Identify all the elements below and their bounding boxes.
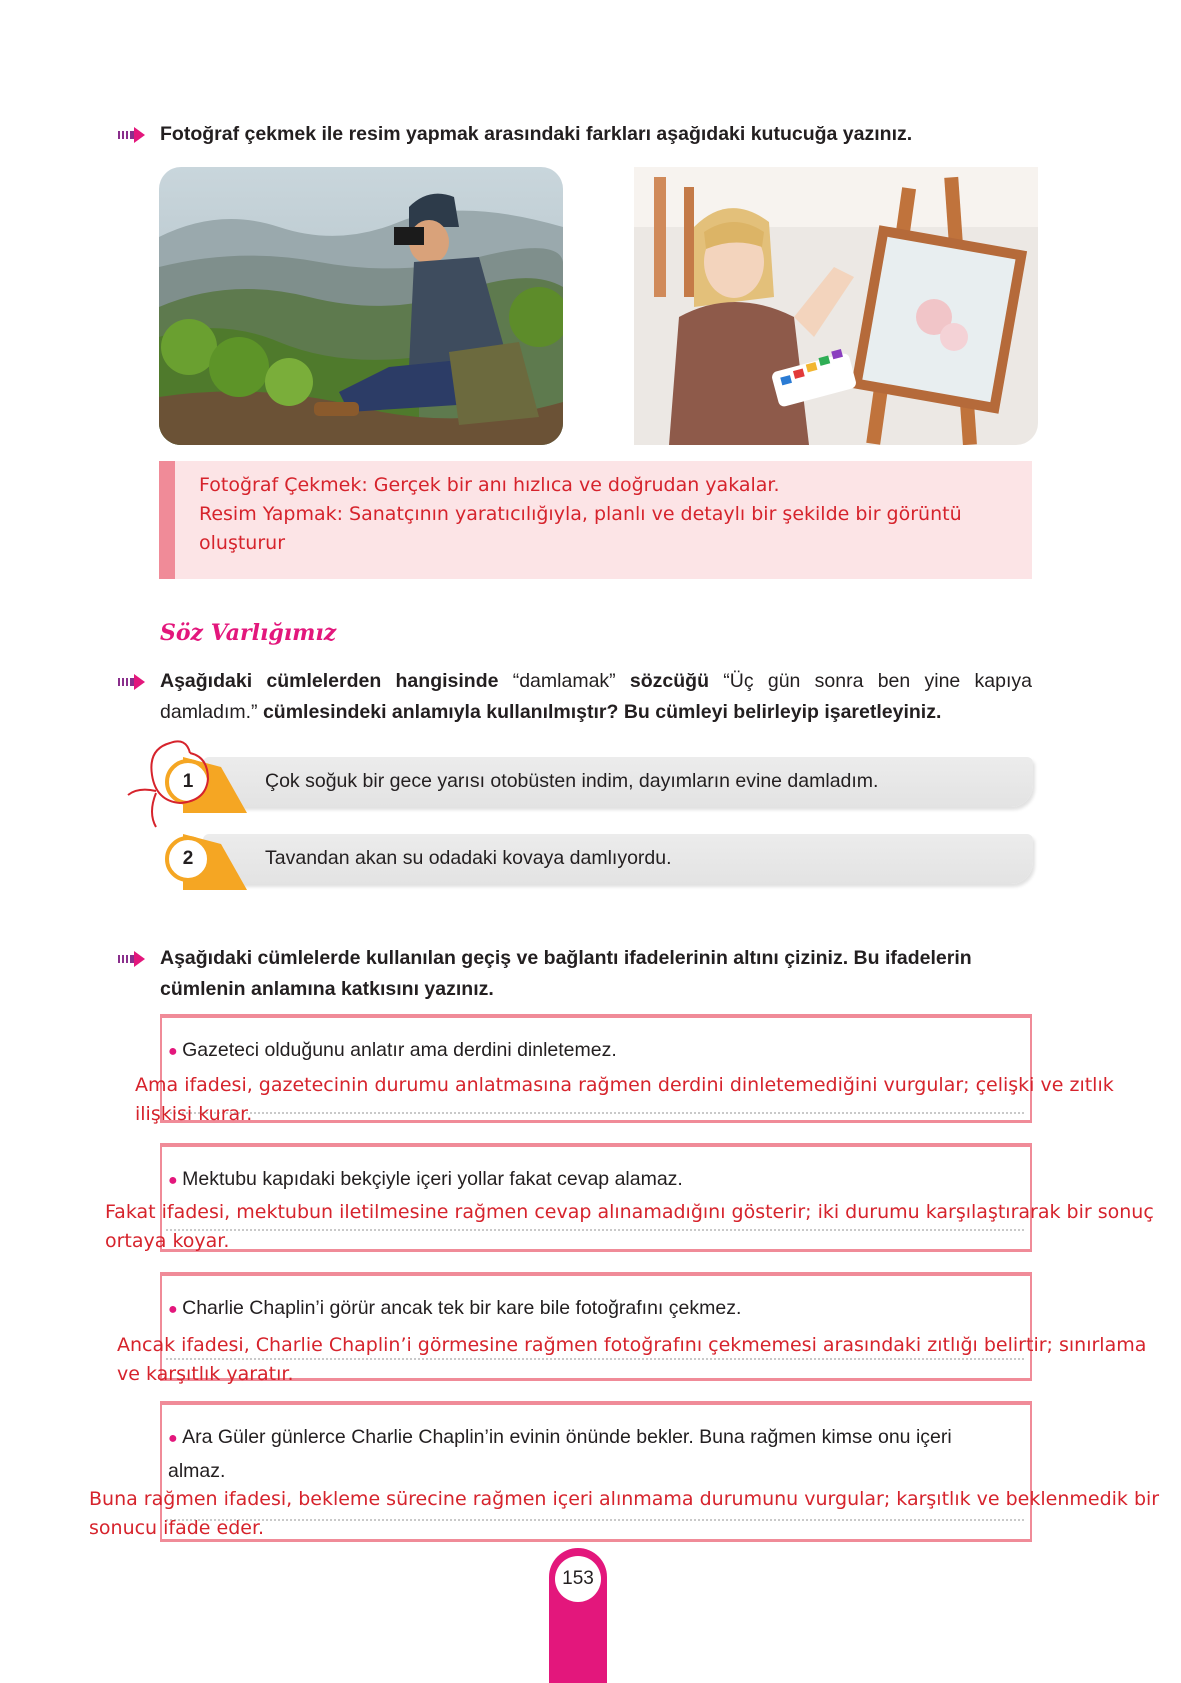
painter-photo xyxy=(634,167,1038,445)
option-2-number: 2 xyxy=(165,836,211,882)
bullet-icon: ● xyxy=(168,1172,183,1189)
answer-box xyxy=(159,461,1032,579)
sentence-2-text: Mektubu kapıdaki bekçiyle içeri yollar fakat cevap alamaz. xyxy=(182,1168,683,1190)
sentence-4-answer-line-1: Buna rağmen ifadesi, bekleme sürecine rağmen içeri alınmama durumunu vurgular; karşıtlık ve beklenmedik bir xyxy=(89,1488,1160,1510)
sentence-4-text-2: almaz. xyxy=(168,1460,226,1482)
sentence-box-4-top-border xyxy=(160,1401,1032,1405)
sentence-2-answer-line-2: ortaya koyar. xyxy=(105,1230,230,1252)
question-2-part-1: Aşağıdaki cümlelerden hangisinde xyxy=(160,670,499,692)
answer-line-2: Resim Yapmak: Sanatçının yaratıcılığıyla, planlı ve detaylı bir şekilde bir görüntü xyxy=(199,503,962,525)
question-1-text: Fotoğraf çekmek ile resim yapmak arasındaki farkları aşağıdaki kutucuğa yazınız. xyxy=(160,123,913,145)
option-1[interactable] xyxy=(163,757,1033,813)
question-3-line-1: Aşağıdaki cümlelerde kullanılan geçiş ve bağlantı ifadelerinin altını çiziniz. Bu ifadelerin xyxy=(160,947,972,969)
arrow-right-icon xyxy=(118,674,146,690)
sentence-2-answer-line-1: Fakat ifadesi, mektubun iletilmesine rağmen cevap alınamadığını gösterir; iki durumu karşılaştırarak bir sonuç xyxy=(105,1201,1154,1223)
sentence-2 xyxy=(168,1163,683,1197)
sentence-1 xyxy=(168,1034,617,1068)
sentence-box-2-bottom-border xyxy=(160,1249,1032,1252)
sentence-3 xyxy=(168,1292,741,1326)
option-1-number: 1 xyxy=(165,759,211,805)
option-2-text: Tavandan akan su odadaki kovaya damlıyordu. xyxy=(265,847,672,869)
answer-line-dotted xyxy=(166,1519,1024,1521)
sentence-4-answer-line-2: sonucu ifade eder. xyxy=(89,1517,265,1539)
sentence-1-text: Gazeteci olduğunu anlatır ama derdini dinletemez. xyxy=(182,1039,617,1061)
sentence-4 xyxy=(168,1421,1024,1487)
section-title: Söz Varlığımız xyxy=(160,620,337,646)
question-2-part-5: damladım.” xyxy=(160,701,258,723)
option-2[interactable] xyxy=(163,834,1033,890)
answer-box-accent xyxy=(159,461,175,579)
sentence-1-answer-line-2: ilişkisi kurar. xyxy=(135,1103,253,1125)
bullet-icon: ● xyxy=(168,1430,183,1447)
question-2-part-4: “Üç gün sonra ben yine kapıya xyxy=(723,670,1032,692)
question-2-part-6: cümlesindeki anlamıyla kullanılmıştır? Bu cümleyi belirleyip işaretleyiniz. xyxy=(262,701,942,723)
question-3-line-2: cümlenin anlamına katkısını yazınız. xyxy=(160,978,494,1000)
question-2-part-2: “damlamak” xyxy=(512,670,616,692)
sentence-box-2-top-border xyxy=(160,1143,1032,1147)
photographer-photo xyxy=(159,167,563,445)
sentence-3-answer-line-1: Ancak ifadesi, Charlie Chaplin’i görmesine rağmen fotoğrafını çekmemesi arasındaki zıtlığı belirtir; sınırlama xyxy=(117,1334,1147,1356)
sentence-3-text: Charlie Chaplin’i görür ancak tek bir kare bile fotoğrafını çekmez. xyxy=(182,1297,742,1319)
sentence-box-4 xyxy=(160,1401,1032,1543)
question-2-text xyxy=(160,666,1032,728)
answer-line-3: oluşturur xyxy=(199,532,286,554)
page-number: 153 xyxy=(555,1556,601,1602)
sentence-box-3-top-border xyxy=(160,1272,1032,1276)
sentence-box-1 xyxy=(160,1014,1032,1124)
bullet-icon: ● xyxy=(168,1043,183,1060)
sentence-box-3-right-border xyxy=(1030,1272,1032,1380)
answer-line-dotted xyxy=(166,1229,1024,1231)
sentence-box-2-right-border xyxy=(1030,1143,1032,1251)
hand-drawn-circle-mark xyxy=(120,735,230,835)
sentence-box-1-bottom-border xyxy=(160,1120,1032,1123)
arrow-right-icon xyxy=(118,951,146,967)
sentence-1-answer-line-1: Ama ifadesi, gazetecinin durumu anlatmasına rağmen derdini dinletemediğini vurgular; çelişki ve zıtlık xyxy=(135,1074,1114,1096)
sentence-box-4-bottom-border xyxy=(160,1539,1032,1542)
sentence-box-4-right-border xyxy=(1030,1401,1032,1541)
sentence-4-text: Ara Güler günlerce Charlie Chaplin’in evinin önünde bekler. Buna rağmen kimse onu içeri xyxy=(182,1426,952,1448)
question-2-part-3: sözcüğü xyxy=(629,670,710,692)
sentence-3-answer-line-2: ve karşıtlık yaratır. xyxy=(117,1363,294,1385)
answer-line-dotted xyxy=(166,1112,1024,1114)
bullet-icon: ● xyxy=(168,1301,183,1318)
answer-line-1: Fotoğraf Çekmek: Gerçek bir anı hızlıca ve doğrudan yakalar. xyxy=(199,474,780,496)
option-1-text: Çok soğuk bir gece yarısı otobüsten indim, dayımların evine damladım. xyxy=(265,770,879,792)
arrow-right-icon xyxy=(118,127,146,143)
sentence-box-1-top-border xyxy=(160,1014,1032,1018)
sentence-box-1-right-border xyxy=(1030,1014,1032,1122)
